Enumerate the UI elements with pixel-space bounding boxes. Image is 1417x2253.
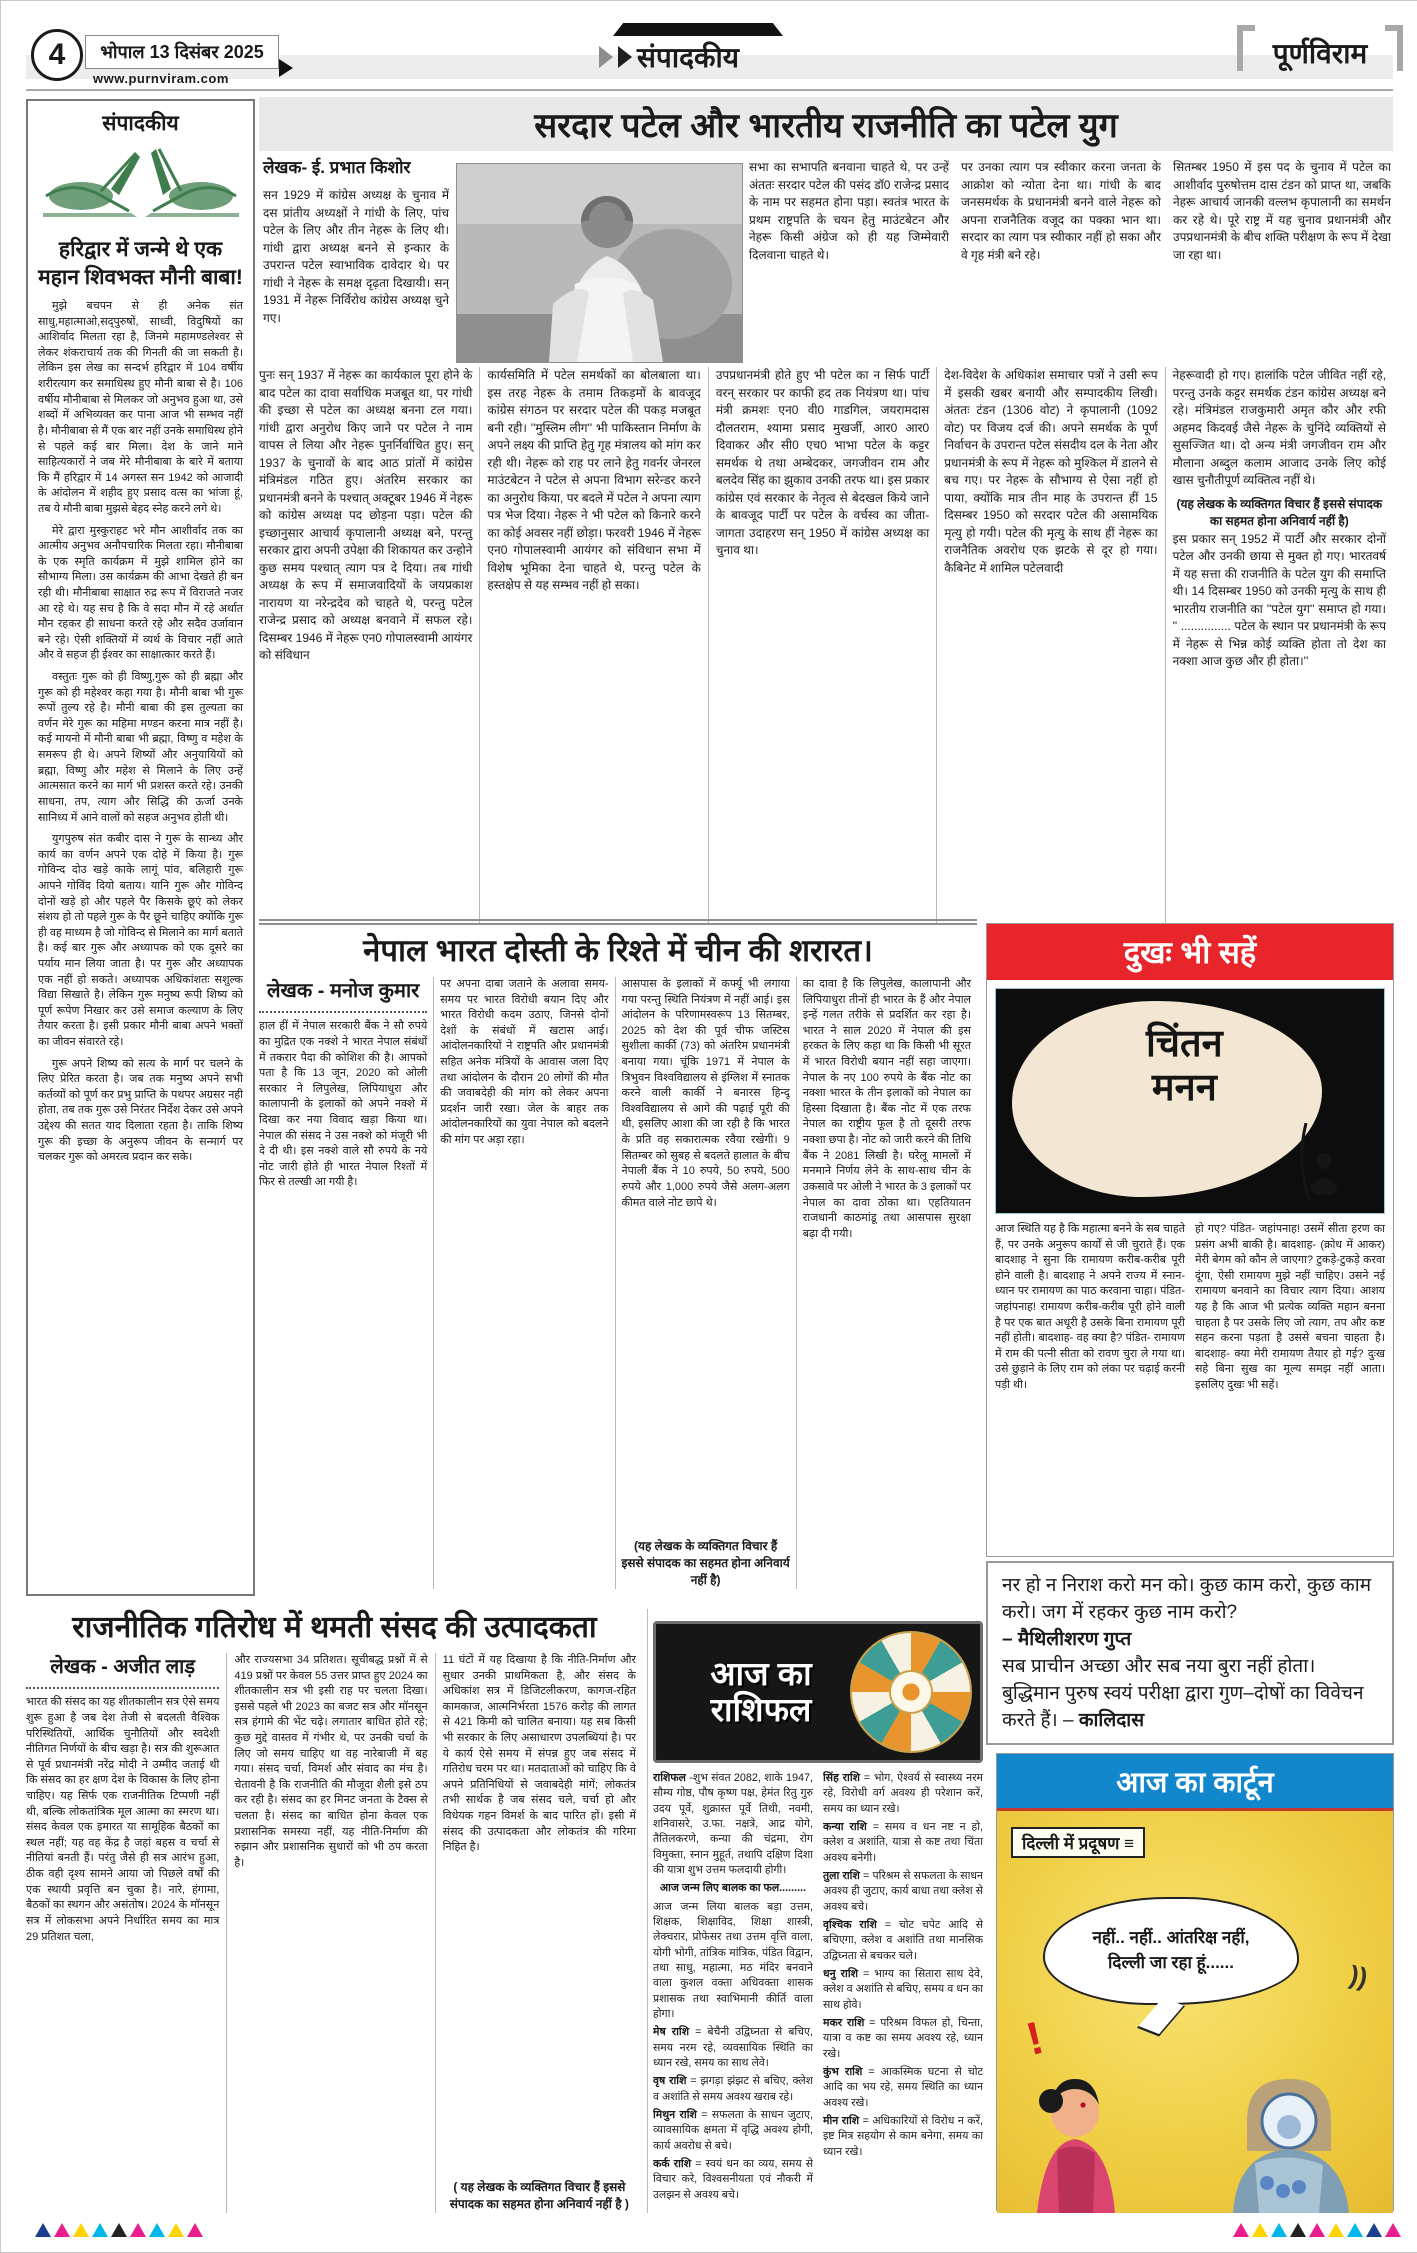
website-link[interactable]: www.purnviram.com: [93, 71, 229, 86]
rashi-entry: [653, 2108, 813, 2154]
rashi-text: = स्वयं धन का व्यय, समय से विचार करे, विश्वसनीयता एवं नौकरी में उलझन से अवश्य बचे।: [653, 2157, 813, 2201]
rashifal-body: [653, 1771, 983, 2213]
nepal-article-column: [259, 977, 433, 1589]
main-article-column: पर उनका त्याग पत्र स्वीकार करना जनता के आक्रोश को न्योता देना था। गांधी के बाद जनसमर्थक के प्रधानमंत्री बनने वाले नेहरू को अपना राजनैतिक वजूद का पक्का भान था। सरदार का त्याग पत्र स्वीकार नहीं हो सका और वे गृह मंत्री बने रहे।: [961, 160, 1161, 262]
rashi-sign: मीन राशि: [823, 2114, 860, 2127]
nepal-article-column: का दावा है कि लिपुलेख, कालापानी और लिपियाधुरा तीनों ही भारत के हैं और नेपाल इन्हें गलत तरीके से प्रदर्शित कर रहा है। भारत ने साल 2020 में नेपाल की इस हरकत के लिए कहा था कि किसी भी सूरत में भारत विरोधी बयान नहीं सहा जाएगा। नेपाल के नए 100 रुपये के बैंक नोट का नक्शा भारत के तीन इलाकों को नेपाल का हिस्सा दिखाता है। बैंक नोट में एक तरफ नेपाल का राष्ट्रीय फूल है तो दूसरी तरफ नक्शा छपा है। नोट को जारी करने की तिथि बैंक ने 2081 लिखी है। घरेलू मामलों में मनमाने निर्णय लेने के साथ-साथ चीन के उकसावे पर ओली ने भारत के 3 इलाकों पर नेपाल का दावा ठोका था। एहतियातन राजधानी काठमांडू तथा आसपास सुरक्षा बढ़ा दी गयी।: [796, 977, 977, 1589]
meditator-icon: [1276, 1123, 1346, 1203]
rashi-text: = परिश्रम से सफलता के साधन अवश्य ही जुटाए, कार्य बाधा तथा क्लेश से अवश्य बचे।: [823, 1869, 983, 1913]
quote-text: सब प्राचीन अच्छा और सब नया बुरा नहीं होता। बुद्धिमान पुरुष स्वयं परीक्षा द्वारा गुण–दोषों का विवेचन करते हैं। –: [1002, 1655, 1364, 1731]
editorial-paragraph: मेरे द्वारा मुस्कुराहट भरे मौन आशीर्वाद तक का आत्मीय अनुभव अनौपचारिक मिलता रहा। मौनीबाबा के एक स्मृति कार्यक्रम में मुझे शामिल होने का सौभाग्य मिला। उस कार्यक्रम की आभा देखते ही बन रही थी। मौनीबाबा साक्षात रुद्र रूप में विराजते नजर आ रहे थे। यह सच है कि वे सदा मौन में रहे अर्थात मौन रहकर ही साधना करते रहे और सदैव उर्जावान बने रहे। ऐसी शक्तियों में व्यर्थ के विचार नहीं आते और वे सहज ही ईश्वर का साक्षात्कार करते हैं।: [38, 524, 243, 662]
rashi-sign: सिंह राशि: [823, 1772, 860, 1784]
chintan-manan-text: [1146, 1023, 1223, 1110]
masthead-title: पूर्णविराम: [1272, 38, 1368, 69]
rashi-entry: [823, 2065, 983, 2111]
rashi-entry: [823, 1820, 983, 1866]
rashi-sign: वृष राशि: [653, 2075, 687, 2088]
cartoon-illustration: [997, 1808, 1393, 2213]
quotes-box: [986, 1561, 1394, 1745]
quote-author: कालिदास: [1078, 1709, 1145, 1731]
date-text: भोपाल 13 दिसंबर 2025: [100, 42, 264, 62]
rashi-text: = आकस्मिक घटना से चोट आदि का भय रहे, समय स्थिति का ध्यान अवश्य रखे।: [823, 2065, 983, 2109]
column-rule: [647, 1609, 648, 2213]
main-article-column: देश-विदेश के अधिकांश समाचार पत्रों ने उसी रूप में इसकी खबर बनायी और सम्पादकीय लिखी। अंततः टंडन (1306 वोट) ने कृपालानी (1092 वोट) पर विजय दर्ज की। अपने समर्थक के पूर्ण निर्वाचन के उपरान्त पटेल संसदीय दल के नेता और प्रधानमंत्री के रूप में नेहरू को मुश्किल में डालने से बच गए। पर नेहरू के सौभाग्य से ऐसा नहीं हो पाया, क्योंकि मात्र तीन माह के उपरान्त हीं 15 दिसम्बर 1950 को सरदार पटेल की असामयिक मृत्यु हो गयी। पटेल की मृत्यु के साथ हीं नेहरू का राजनैतिक अवरोध एक झटके से दूर हो गया। कैबिनेट में शामिल पटेलवादी: [936, 367, 1164, 923]
main-article-text: इस प्रकार सन् 1952 में पार्टी और सरकार दोनों पटेल और उनकी छाया से मुक्त हो गए। भारतवर्ष में यह सत्ता की राजनीति के पटेल युग की समाप्ति थी। 14 दिसम्बर 1950 को उनकी मृत्यु के साथ ही भारतीय राजनीति का ''पटेल युग'' समाप्त हो गया। '' ............... पटेल के स्थान पर प्रधानमंत्री के रूप में नेहरू से भिन्न कोई व्यक्ति होता तो देश का नक्शा आज कुछ और ही होता।'': [1172, 531, 1387, 669]
main-article-headline-bar: [259, 97, 1393, 151]
chevron-right-icon: [599, 46, 613, 68]
bracket-decoration: [1237, 25, 1255, 71]
cartoon-figures: [997, 2043, 1393, 2213]
editorial-label: संपादकीय: [102, 112, 179, 135]
rashi-sign: कुंभ राशि: [823, 2065, 863, 2078]
rashi-text: = भोग, ऐश्वर्य से स्वास्थ्य नरम रहे, विरोधी वर्ग अवश्य ही परेशान करें, समय का ध्यान रखे।: [823, 1772, 983, 1815]
cartoon-figure-woman: [1037, 2079, 1115, 2213]
rashifal-intro: -शुभ संवत 2082, शाके 1947, सौम्य गोष्ठ, पौष कृष्ण पक्ष, हेमंत रितु गुरु उदय पूर्वे, शुक्रास्त पूर्वे तिथी, नवमी, शनिवासरे, उ.फा. नक्षत्रे, आद्र योगे, तैतिलकरणे, कन्या की चंद्रमा, रोग विमुक्ता, स्नान मुहूर्त, तथापि दक्षिण दिशा की यात्रा शुभ उत्तम फलदायी होगी।: [653, 1772, 813, 1876]
rashi-entry: [823, 1869, 983, 1915]
main-article-headline: सरदार पटेल और भारतीय राजनीति का पटेल युग: [534, 107, 1118, 145]
speech-bubble: [1043, 1897, 1299, 2005]
rashi-entry: [653, 2025, 813, 2071]
section-header: [599, 23, 819, 76]
corner-triangles-right: [1233, 2223, 1401, 2237]
rashifal-title-line: आज का: [710, 1654, 812, 1692]
author-disclaimer: (यह लेखक के व्यक्तिगत विचार हैं इससे संपादक का सहमत होना अनिवार्य नहीं है): [621, 1538, 790, 1587]
parliament-column: [26, 1653, 226, 2213]
rashi-sign: मिथुन राशि: [653, 2108, 697, 2121]
patel-photo: [456, 163, 743, 363]
rashi-entry: [653, 2074, 813, 2105]
parliament-headline: राजनीतिक गतिरोध में थमती संसद की उत्पादकता: [72, 1611, 597, 1644]
dukh-body: [995, 1222, 1385, 1544]
rashi-text: = भाग्य का सितारा साथ देवे, क्लेश व अशांति से बचिए, समय व धन का साथ होवे।: [823, 1967, 983, 2011]
section-divider: [259, 919, 977, 925]
dukh-title: दुखः भी सहें: [1123, 935, 1257, 970]
main-article-column: सन 1929 में कांग्रेस अध्यक्ष के चुनाव में दस प्रांतीय अध्यक्षों ने गांधी के लिए, पांच पटेल के लिए और तीन नेहरू के लिए थी। गांधी द्वारा अध्यक्ष बनने से इन्कार के उपरान्त पटेल स्वाभाविक दावेदार थे। पर गांधी ने नेहरू के समक्ष दृढ़ता दिखायी। सन् 1931 में नेहरू निर्विरोध कांग्रेस अध्यक्ष चुने गए।: [263, 188, 449, 325]
exclamation-mark: !: [1020, 2010, 1049, 2066]
rashi-entry: [823, 1967, 983, 2013]
chevron-right-icon: [618, 46, 632, 68]
header-bar-decoration: [613, 23, 783, 36]
rashi-text: = परिश्रम विफल हो, चिन्ता, यात्रा व कष्ट का समय अवश्य रहे, ध्यान रखे।: [823, 2016, 983, 2060]
page-number-text: 4: [48, 38, 66, 71]
rashi-sign: तुला राशि: [823, 1869, 860, 1882]
motion-lines: )): [1346, 1959, 1371, 1993]
rashi-text: = समय व धन नष्ट न हो, क्लेश व अशांति, यात्रा से कष्ट तथा चिंता अवश्य बनेगी।: [823, 1820, 983, 1864]
chintan-word: चिंतन: [1146, 1023, 1223, 1065]
main-article-text: नेहरूवादी हो गए। हालांकि पटेल जीवित नहीं रहे, परन्तु उनके कट्टर समर्थक टंडन कांग्रेस अध्यक्ष बने रहे। मंत्रिमंडल राजकुमारी अमृत कौर और रफी अहमद किदवई जैसे नेहरू के चुनिंदे व्यक्तियों से सुसज्जित था। दो अन्य मंत्री जगजीवन राम और मौलाना अब्दुल कलाम आजाद उनके लिए कोई खास चुनौतीपूर्ण व्यक्तित्व नहीं थे।: [1172, 368, 1387, 488]
rashi-text: = अधिकारियों से विरोध न करें, इष्ट मित्र सहयोग से काम बनेगा, समय का ध्यान रखे।: [823, 2114, 983, 2158]
speech-text: नहीं.. नहीं.. आंतरिक्ष नहीं,: [1092, 1928, 1250, 1948]
author-disclaimer: ( यह लेखक के व्यक्तिगत विचार हैं इससे संपादक का सहमत होना अनिवार्य नहीं है ): [449, 2179, 629, 2211]
header-rule: [26, 89, 1393, 91]
main-article-column: [1165, 367, 1393, 923]
rashi-text: = सफलता के साधन जुटाए, व्यावसायिक क्षमता में वृद्धि अवश्य होगी, कार्य अवरोध से बचे।: [653, 2108, 813, 2152]
parliament-text: 11 घंटों में यह दिखाया है कि नीति-निर्माण और सुधार उनकी प्राथमिकता है, और संसद के अधिकांश सत्र में डिजिटलीकरण, कागज-रहित कामकाज, आत्मनिर्भरता 1576 करोड़ की लागत से 421 किमी को चालित बनाया। यह सब किसी भी सरकार के लिए असाधारण उपलब्धियां है। पर ये कार्य ऐसे समय में संपन्न हुए जब संसद में गतिरोध चरम पर था। मतदाताओं को चाहिए कि वे अपने प्रतिनिधियों से जवाबदेही मांगें; लोकतंत्र तभी सार्थक है जब संसद चले, चर्चा हो और विधेयक गहन विमर्श के बाद पारित हों। इसी में संसद की उत्पादकता और लोकतंत्र की गरिमा निहित है।: [442, 1654, 636, 1854]
editorial-paragraph: युगपुरुष संत कबीर दास ने गुरू के सान्ध्य और कार्य का वर्णन अपने एक दोहे में किया है। गुरू गोविन्द दोउ खड़े काके लागूं पांव, बलिहारी गुरू आपने गोविंद दियो बताय। यानि गुरू और गोविन्द दोनों खड़े हो और पहले पैर किसके छूएं को लेकर संशय हो तो पहले गुरू के पैर छूने चाहिए क्योंकि गुरू ही वह माध्यम है जो गोविन्द से मिलाने का मार्ग बताते है। कई बार गुरू और अध्यापक को एक दूसरे का पर्याय मान लिया जाता है। पर गुरू और अध्यापक एक नहीं हो सकते। अध्यापक अधिकांशतः सशुल्क विद्या सिखाते है। लेकिन गुरू मनुष्य रूपी शिष्य को पूर्ण रूपेण निखार कर उसे समाज कल्याण के लिए तैयार करता है। इसी प्रकार मौनी बाबा अपने भक्तों का जीवन संवारते रहे।: [38, 833, 243, 1049]
quote-author: – मैथिलीशरण गुप्त: [1002, 1628, 1132, 1650]
quote-text: नर हो न निराश करो मन को। कुछ काम करो, कुछ काम करो। जग में रहकर कुछ नाम करो?: [1002, 1575, 1372, 1623]
cartoon-banner: [997, 1754, 1393, 1808]
parliament-column: और राज्यसभा 34 प्रतिशत। सूचीबद्ध प्रश्नों में से 419 प्रश्नों पर केवल 55 उत्तर प्राप्त हुए 2024 का शीतकालीन सत्र भी इसी राह पर चलता दिखा। इससे पहले भी 2023 का बजट सत्र और मॉनसून सत्र हंगामे की भेंट चढ़े। लगातार बाधित होते रहे; कुछ मुद्दे वास्तव में गंभीर थे, पर उनकी चर्चा के लिए जो समय चाहिए था वह नारेबाजी में बह गया। संसद चर्चा, विमर्श और संवाद का मंच है। चेतावनी है कि राजनीति की मौजूदा शैली इसे ठप कर रही है। संसद का हर मिनट जनता के टैक्स से चलता है। संसद का बाधित होना केवल एक प्रशासनिक समस्या नहीं, यह नीति-निर्माण की रुझान और प्रशासनिक सुधारों को भी ठप करता है।: [226, 1653, 434, 2213]
rashifal-column: [823, 1771, 983, 2213]
nepal-article-byline: लेखक - मनोज कुमार: [259, 977, 427, 1013]
nepal-article-body: [259, 977, 977, 1589]
rashi-text: = बेचैनी उद्विघ्नता से बचिए, समय नरम रहे, व्यवसायिक स्थिति का ध्यान रखे, समय का साथ लेवे।: [653, 2026, 813, 2069]
rashifal-title: [672, 1656, 850, 1729]
nepal-article-column: [615, 977, 796, 1589]
dukh-box: [986, 923, 1394, 1557]
rashi-entry: [653, 2157, 813, 2203]
rashifal-header: [653, 1621, 983, 1763]
main-article-column: उपप्रधानमंत्री होते हुए भी पटेल का न सिर्फ पार्टी वरन् सरकार पर काफी हद तक नियंत्रण था। पांच मंत्री क्रमशः एन0 वी0 गाडगिल, जयरामदास दौलतराम, श्यामा प्रसाद मुखर्जी, आर0 आर0 दिवाकर और सी0 एच0 भाभा पटेल के कट्टर समर्थक थे तथा अम्बेदकर, जगजीवन राम और बलदेव सिंह का झुकाव उनकी तरफ था। इस प्रकार कांग्रेस एवं सरकार के नेतृत्व से बेदखल किये जाने के बावजूद पार्टी पर पटेल के वर्चस्व का जीता-जागता उदाहरण सन् 1950 में कांग्रेस अध्यक्ष का चुनाव था।: [708, 367, 936, 923]
nepal-article-column: पर अपना दाबा जताने के अलावा समय-समय पर भारत विरोधी बयान दिए और भारत विरोधी कदम उठाए, जिनसे दोनों देशों के संबंधों में खटास आई। आंदोलनकारियों ने राष्ट्रपति और प्रधानमंत्री सहित अनेक मंत्रियों के आवास जला दिए तथा आंदोलन के दौरान 20 लोगों की मौत की जवाबदेही की मांग को लेकर अपना प्रदर्शन जारी रखा। जेल के बाहर तक आंदोलनकारियों का युवा नेपाल को बदलने की मांग पर अड़ा रहा।: [433, 977, 614, 1589]
rashi-entry: [823, 2114, 983, 2160]
rashi-entry: [823, 1918, 983, 1964]
rashi-sign: कन्या राशि: [823, 1820, 867, 1833]
rashi-entry: [823, 2016, 983, 2062]
main-article-body: [259, 367, 1393, 923]
balak-heading: आज जन्म लिए बालक का फल.........: [659, 1882, 807, 1895]
rashi-sign: कर्क राशि: [653, 2157, 692, 2170]
page-number: [31, 29, 83, 81]
rashi-sign: धनु राशि: [823, 1967, 858, 1980]
arrow-icon: [279, 59, 293, 77]
rashi-sign: वृश्चिक राशि: [823, 1918, 877, 1931]
dukh-column: हो गए? पंडित- जहांपनाह! उसमें सीता हरण का प्रसंग अभी बाकी है। बादशाह- (क्रोध में आकर) मेरी बेगम को कौन ले जाएगा? टुकड़े-टुकड़े करवा दूंगा, ऐसी रामायण मुझे नहीं चाहिए। उसने नई रामायण बनवाने का विचार त्याग दिया। आशय यह है कि आज भी प्रत्येक व्यक्ति महान बनना चाहता है पर उसके लिए जो त्याग, तप और कष्ट सहन करना पड़ता है उससे बचना चाहता है। बादशाह- क्या मेरी रामायण तैयार हो गई? दुःख सहे बिना सुख का मूल्य समझ नहीं आता। इसलिए दुखः भी सहें।: [1195, 1223, 1385, 1392]
cartoon-box: [996, 1753, 1394, 2211]
main-article-column: कार्यसमिति में पटेल समर्थकों का बोलबाला था। इस तरह नेहरू के तमाम तिकड़मों के बावजूद कांग्रेस संगठन पर सरदार पटेल की पकड़ मजबूत बनी रही। ''मुस्लिम लीग'' भी पाकिस्तान निर्माण के अपने लक्ष्य की प्राप्ति हेतु गृह मंत्रालय को मांग कर रही थी। नेहरू को राह पर लाने हेतु गवर्नर जेनरल माउंटबेटन ने पटेल से अपना विभाग सरेन्डर करने का अनुरोध किया, पर बदले में पटेल ने अपना त्याग पत्र भेज दिया। नेहरू ने भी पटेल को किनारे करने का कोई अवसर नहीं छोड़ा। फरवरी 1946 में नेहरू एन0 गोपालस्वामी आयंगर को संविधान सभा में विशेष भूमिका देना चाहते थे, परन्तु पटेल के हस्तक्षेप से यह सम्भव नहीं हो सका।: [479, 367, 707, 923]
main-article-byline: लेखक- ई. प्रभात किशोर: [263, 158, 411, 177]
chintan-manan-illustration: [995, 988, 1385, 1214]
editorial-headline: हरिद्वार में जन्मे थे एक महान शिवभक्त मौनी बाबा!: [38, 238, 243, 289]
manan-word: मनन: [1151, 1066, 1217, 1109]
rashifal-lead: राशिफल: [653, 1772, 686, 1784]
bracket-decoration: [1385, 25, 1403, 71]
cartoon-caption: दिल्ली में प्रदूषण ≡: [1011, 1827, 1145, 1858]
rashi-text: = झगड़ा झंझट से बचिए, क्लेश व अशांति से समय अवश्य खराब रहे।: [653, 2075, 813, 2103]
parliament-body: [26, 1653, 643, 2213]
speech-text: दिल्ली जा रहा हूं......: [1108, 1953, 1234, 1972]
main-article-column: सभा का सभापति बनवाना चाहते थे, पर उन्हें अंततः सरदार पटेल की पसंद डॉ0 राजेन्द्र प्रसाद के नाम पर सहमत होना पड़ा। स्वतंत्र भारत के प्रथम राष्ट्रपति के चयन हेतु माउंटबेटन और नेहरू किसी अंग्रेज को ही यह जिम्मेवारी दिलवाना चाहते थे।: [749, 160, 949, 262]
date-box: [85, 35, 279, 69]
editorial-paragraph: वस्तुतः गुरू को ही विष्णु,गुरू को ही ब्रह्मा और गुरू को ही महेश्वर कहा गया है। मौनी बाबा भी गुरू रूपों तुल्य रहे है। मौनी बाबा की इस तुल्यता का वर्णन मेरे गुरू का महिमा मण्डन करना मात्र नहीं है। कई मायनो में मौनी बाबा भी ब्रह्मा, विष्णु व महेश के समरूप ही थे। अपने शिष्यों और अनुयायियों को ब्रह्मा, विष्णु और महेश से मिलाने के लिए उन्हें आत्मसात करने का मार्ग भी प्रशस्त करते रहे। उनकी साधना, तप, त्याग और सिद्धि की ऊर्जा उनके सानिध्य में आने वालों को सहज अनुभव होती थी।: [38, 671, 243, 824]
nepal-article-text: आसपास के इलाकों में कर्फ्यू भी लगाया गया परन्तु स्थिति नियंत्रण में नहीं आई। इस आंदोलन के परिणामस्वरूप 13 सितम्बर, 2025 को देश की पूर्व चीफ जस्टिस सुशीला कार्की (73) को अंतरिम प्रधानमंत्री बनाया गया। चूंकि 1971 में नेपाल के त्रिभुवन विश्वविद्यालय से इंग्लिश में स्नातक करने वाली कार्की ने बनारस हिन्दू विश्वविद्यालय से आगे की पढ़ाई पूरी की थी, इसलिए आशा की जा रही है कि भारत के प्रति वह सकारात्मक रवैया रखेगी। 9 सितम्बर को सुबह से बदलते हालात के बीच नेपाली बैंक ने 10 रुपये, 50 रुपये, 500 रुपये और 1,000 रुपये जैसे अलग-अलग कीमत वाले नोट छापे थे।: [621, 978, 790, 1209]
cartoon-figure-astronaut: [1233, 2079, 1349, 2213]
author-disclaimer: (यह लेखक के व्यक्तिगत विचार हैं इससे संपादक का सहमत होना अनिवार्य नहीं है): [1176, 496, 1383, 529]
dukh-column: आज स्थिति यह है कि महात्मा बनने के सब चाहते हैं, पर उनके अनुरूप कार्यों से जी चुराते हैं। एक बादशाह ने सुना कि रामायण करीब-करीब पूरी होने वाली है। बादशाह ने अपने राज्य में स्नान-ध्यान पर रामायण का पाठ करवाना चाहा। पंडित- जहांपनाह! रामायण करीब-करीब पूरी होने वाली है पर एक बात अधूरी है उसके बिना रामायण पूरी नहीं होती। बादशाह- वह क्या है? पंडित- रामायण में राम की पत्नी सीता को रावण चुरा ले गया था। उसे छुड़ाने के लिए राम को लंका पर चढ़ाई करनी पड़ी थी।: [995, 1223, 1185, 1392]
corner-triangles-left: [35, 2223, 203, 2237]
rashi-sign: मेष राशि: [653, 2026, 690, 2039]
editorial-column: [26, 99, 255, 1596]
section-title: संपादकीय: [637, 42, 739, 73]
rashi-sign: मकर राशि: [823, 2016, 865, 2029]
rashifal-column: [653, 1771, 813, 2213]
editorial-hands-illustration: [38, 141, 243, 233]
main-article-column: सितम्बर 1950 में इस पद के चुनाव में पटेल का आशीर्वाद पुरुषोत्तम दास टंडन को प्राप्त था, जबकि नेहरू आचार्य जानकी वल्लभ कृपालानी का समर्थन कर रहे थे। पूरे राष्ट्र में यह चुनाव प्रधानमंत्री और उपप्रधानमंत्री के बीच शक्ति परीक्षण के रूप में देखा जा रहा था।: [1173, 160, 1391, 262]
rashi-text: = चोट चपेट आदि से बचिएगा, क्लेश व अशांति तथा मानसिक उद्विघ्नता से बचकर चले।: [823, 1918, 983, 1962]
nepal-article-text: हाल हीं में नेपाल सरकारी बैंक ने सौ रुपये का मुद्रित एक नक्शे ने भारत नेपाल संबंधों में तकरार पैदा की कोशिश की है। आपको पता है कि 13 जून, 2020 को ओली सरकार ने लिपुलेख, लिपियाधुरा और कालापानी के इलाकों को अपने नक्शे में दिखा कर नया विवाद खड़ा किया था। नेपाल की संसद ने उस नक्शे को मंजूरी भी दे दी थी। इस नक्शे वाले सौ रुपये के नये नोट जारी होते ही भारत नेपाल रिश्तों में फिर से तल्खी आ गयी है।: [259, 1020, 428, 1189]
balak-body: आज जन्म लिया बालक बड़ा उत्तम, शिक्षक, शिक्षाविद, शिक्षा शास्त्री, लेक्चरार, प्रोफेसर तथा उत्तम वृत्ति वाला, योगी भोगी, तांत्रिक मांत्रिक, पंडित विद्वान, तथा साधु, महात्मा, मठ मंदिर बनवाने वाला कुशल वक्ता अधिवक्ता शासक प्रशासक तथा स्वाभिमानी कीर्ति वाला होगा।: [653, 1900, 813, 2020]
parliament-byline: लेखक - अजीत लाड़: [26, 1653, 219, 1689]
rashifal-title-line: राशिफल: [710, 1691, 812, 1728]
parliament-text: भारत की संसद का यह शीतकालीन सत्र ऐसे समय शुरू हुआ है जब देश तेजी से बदलती वैश्विक परिस्थितियों, आर्थिक चुनौतियों और स्वदेशी नीतिगत निर्णयों के बीच खड़ा है। सत्र की शुरूआत से पूर्व प्रधानमंत्री नरेंद्र मोदी ने उम्मीद जताई थी कि संसद का हर क्षण देश के विकास के लिए होना चाहिए। यह सिर्फ एक राजनीतिक टिप्पणी नहीं थी, बल्कि लोकतांत्रिक मूल आत्मा का स्मरण था। संसद केवल एक इमारत या सामूहिक बैठकों का स्थल नहीं; यह वह केंद्र है जहां बहस व चर्चा से नीतियां बनती हैं। परंतु जैसे ही सत्र आरंभ हुआ, ठीक वही दृश्य सामने आया जो पिछले वर्षों की एक स्थायी प्रवृत्ति बन चुका है। नारे, हंगामा, बैठकों का स्थगन और असंतोष। 2024 के मॉनसून सत्र में लोकसभा अपने निर्धारित समय का मात्र 29 प्रतिशत चला,: [26, 1696, 220, 1943]
zodiac-wheel: [850, 1631, 972, 1753]
masthead: [1241, 29, 1399, 77]
main-article-column: पुनः सन् 1937 में नेहरू का कार्यकाल पूरा होने के बाद पटेल का दावा सर्वाधिक मजबूत था, पर गांधी की इच्छा से पटेल का अध्यक्ष बनना टल गया। गांधी द्वारा अनुरोध किए जाने पर पटेल ने नाम वापस ले लिया और नेहरू पुनर्निर्वाचित हुए। सन् 1937 के चुनावों के बाद आठ प्रांतों में कांग्रेस मंत्रिमंडल गठित हुए। अंतरिम सरकार का प्रधानमंत्री बनने के पश्चात् अक्टूबर 1946 में नेहरू को कांग्रेस अध्यक्ष पद छोड़ना पड़ा। पटेल की इच्छानुसार आचार्य कृपालानी अध्यक्ष बने, परन्तु सरकार द्वारा अपनी उपेक्षा की शिकायत कर उन्होने कुछ समय पश्चात् त्याग पत्र दे दिया। तब गांधी अध्यक्ष के रूप में समाजवादियों के जयप्रकाश नारायण या नरेन्द्रदेव को चाहते थे, परन्तु पटेल राजेन्द्र प्रसाद को अध्यक्ष बनवाने में सफल रहे। दिसम्बर 1946 में नेहरू एन0 गोपालस्वामी आयंगर को संविधान: [259, 368, 473, 663]
editorial-paragraph: मुझे बचपन से ही अनेक संत साधु,महात्माओ,सद्पुरुषों, साध्वी, विदुषियों का आशिर्वाद मिलता रहा है, जिनमे महामण्डलेश्वर से लेकर शंकराचार्य तक की गिनती की जा सकती है। लेकिन इस लेख का सन्दर्भ हरिद्वार में 104 वर्षीय शरीरत्याग कर समाधिस्थ हुए मौनी बाबा से है। 106 वर्षीय मौनीबाबा से मिलकर जो अनुभव हुआ था, उसे शब्दों में अभिव्यक्त कर पाना आज भी सम्भव नहीं है। मौनीबाबा से मैं एक बार नहीं उनके समाधिस्थ होने से पहले कई बार मिला। देश के जाने माने साहित्यकारों ने जब मेरे मौनीबाबा के बारे में बताया कि मैं हरिद्वार में 14 अगस्त सन 1942 को आजादी के आंदोलन में शहीद हुए प्रसाद वत्स का भांजा हूं, तब ये मौनी बाबा मुझसे बेहद स्नेह करने लगे थे।: [38, 300, 243, 515]
editorial-paragraph: गुरू अपने शिष्य को सत्य के मार्ग पर चलने के लिए प्रेरित करता है। जब तक मनुष्य अपने सभी कर्तव्यों को पूर्ण कर प्रभु प्राप्ति के पथपर अग्रसर नही होता, तब तक गुरू उसे निरंतर निर्देश देकर उसे अपने उद्देश्य की सतत याद दिलाता रहता है। ताकि शिष्य गुरू की इच्छा के अनुरूप जीवन के सन्मार्ग पर चलकर गुरू को अमरत्व प्रदान कर सके।: [38, 1057, 243, 1164]
nepal-article-headline: नेपाल भारत दोस्ती के रिश्ते में चीन की शरारत।: [363, 933, 873, 968]
rashi-entry: [823, 1771, 983, 1817]
dukh-banner: [987, 924, 1393, 980]
cartoon-title: आज का कार्टून: [1116, 1766, 1274, 1799]
parliament-column: [435, 1653, 643, 2213]
